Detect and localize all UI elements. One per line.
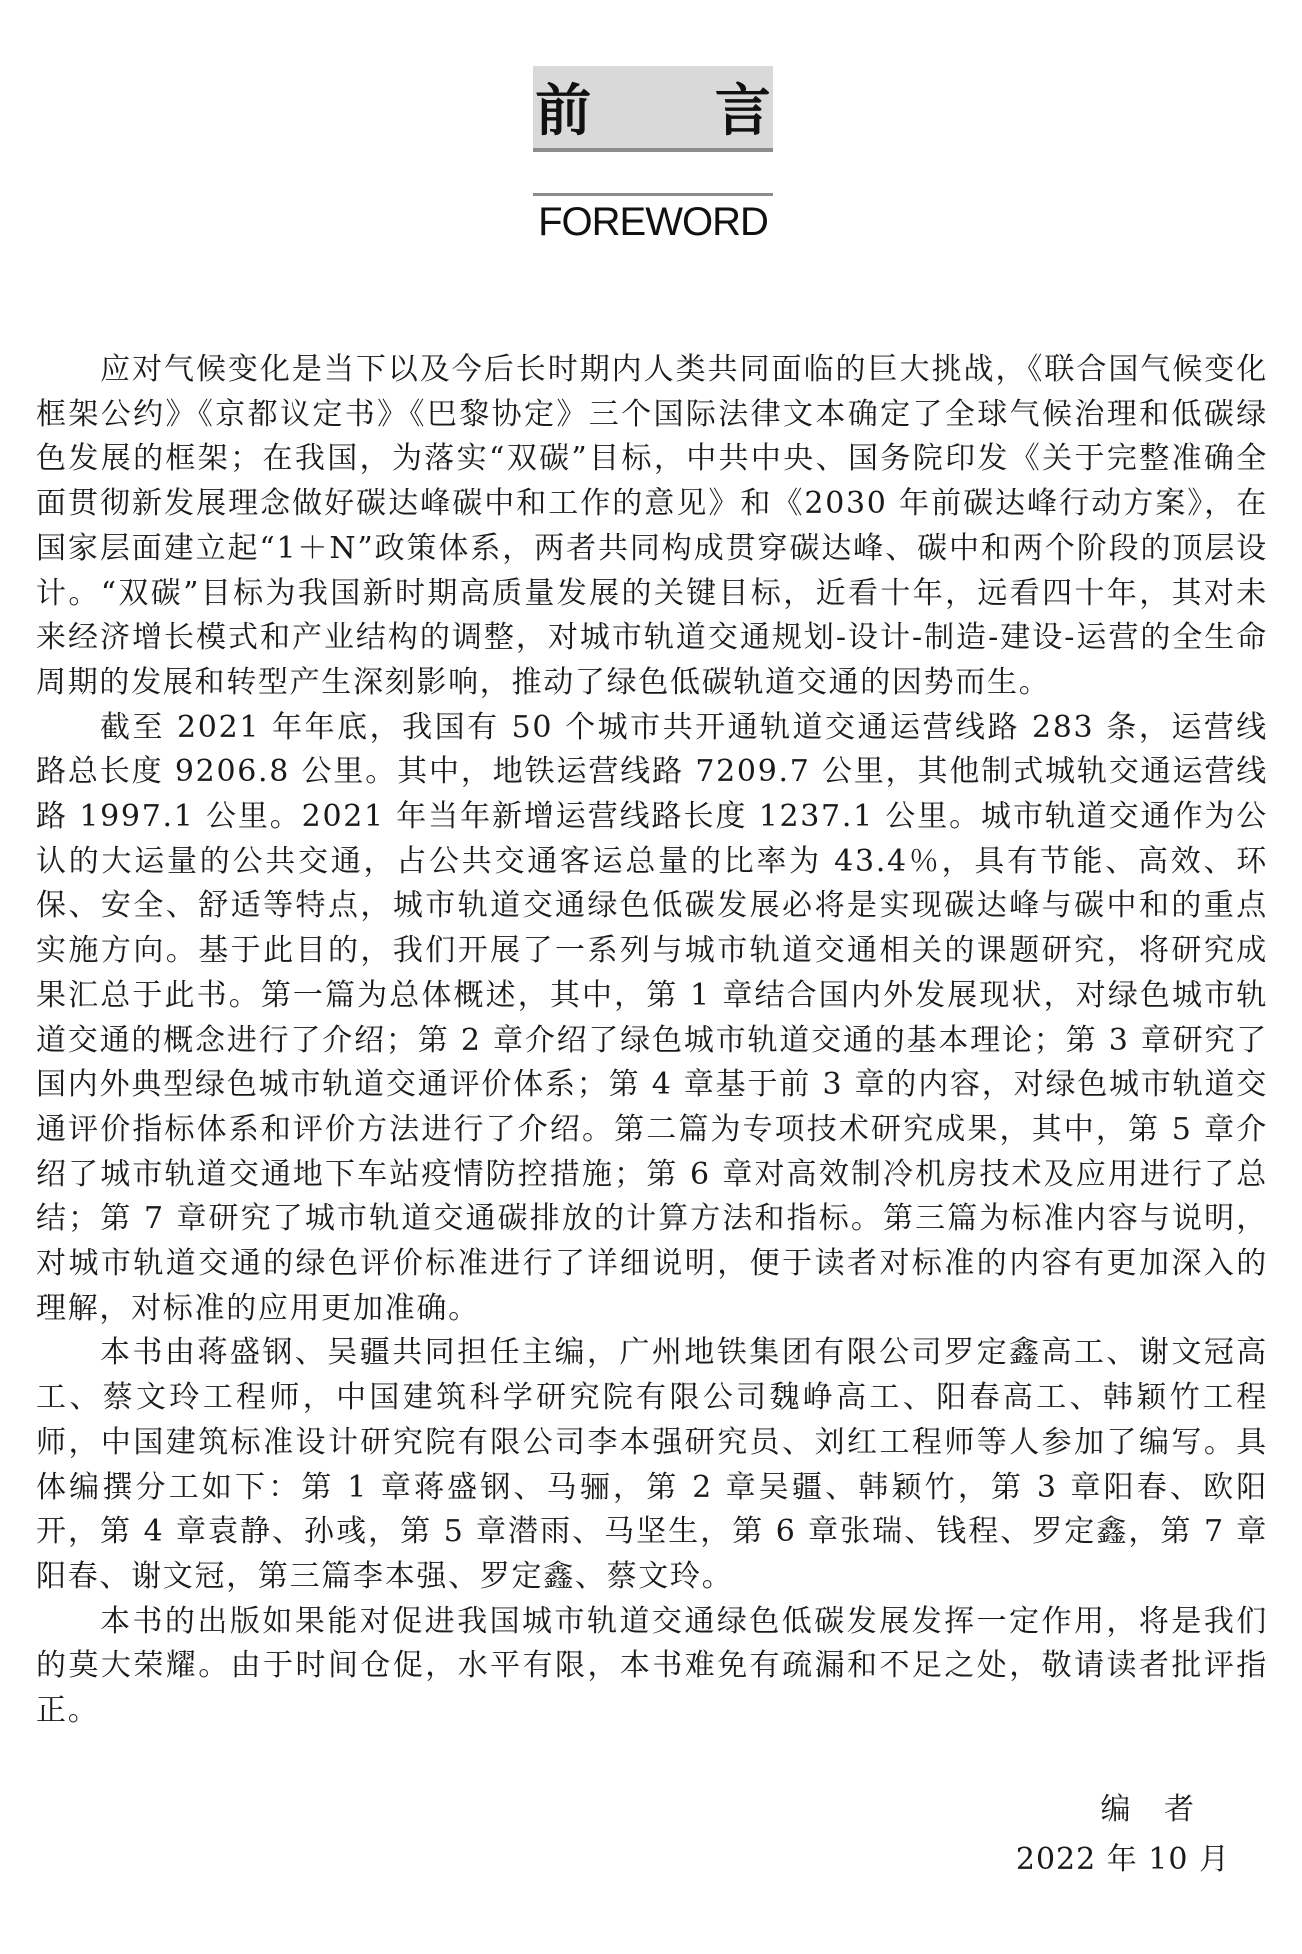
title-divider [533, 193, 773, 196]
page-title: 前 言 [535, 79, 823, 144]
paragraph-3: 本书由蒋盛钢、吴疆共同担任主编，广州地铁集团有限公司罗定鑫高工、谢文冠高工、蔡文玲工程师，中国建筑科学研究院有限公司魏峥高工、阳春高工、韩颖竹工程师，中国建筑标准设计研究院有限公司李本强研究员、刘红工程师等人参加了编写。具体编撰分工如下：第 1 章蒋盛钢、马骊，第 2 章吴疆、韩颖竹，第 3 章阳春、欧阳开，第 4 章袁静、孙彧，第 5 章潜雨、马坚生，第 6 章张瑞、钱程、罗定鑫，第 7 章阳春、谢文冠，第三篇李本强、罗定鑫、蔡文玲。 [36, 1335, 1268, 1594]
paragraph-1: 应对气候变化是当下以及今后长时期内人类共同面临的巨大挑战，《联合国气候变化框架公约》《京都议定书》《巴黎协定》三个国际法律文本确定了全球气候治理和低碳绿色发展的框架；在我国，为落实“双碳”目标，中共中央、国务院印发《关于完整准确全面贯彻新发展理念做好碳达峰碳中和工作的意见》和《2030 年前碳达峰行动方案》，在国家层面建立起“1＋N”政策体系，两者共同构成贯穿碳达峰、碳中和两个阶段的顶层设计。“双碳”目标为我国新时期高质量发展的关键目标，近看十年，远看四十年，其对未来经济增长模式和产业结构的调整，对城市轨道交通规划-设计-制造-建设-运营的全生命周期的发展和转型产生深刻影响，推动了绿色低碳轨道交通的因势而生。 [36, 352, 1268, 700]
signature-date: 2022 年 10 月 [1015, 1842, 1230, 1877]
page-subtitle: FOREWORD [538, 200, 768, 244]
signature-block [1016, 1785, 1230, 1885]
paragraph-2: 截至 2021 年年底，我国有 50 个城市共开通轨道交通运营线路 283 条，运营线路总长度 9206.8 公里。其中，地铁运营线路 7209.7 公里，其他制式城轨交通运营线路 1997.1 公里。2021 年当年新增运营线路长度 1237.1 公里。城市轨道交通作为公认的大运量的公共交通，占公共交通客运总量的比率为 43.4％，具有节能、高效、环保、安全、舒适等特点，城市轨道交通绿色低碳发展必将是实现碳达峰与碳中和的重点实施方向。基于此目的，我们开展了一系列与城市轨道交通相关的课题研究，将研究成果汇总于此书。第一篇为总体概述，其中，第 1 章结合国内外发展现状，对绿色城市轨道交通的概念进行了介绍；第 2 章介绍了绿色城市轨道交通的基本理论；第 3 章研究了国内外典型绿色城市轨道交通评价体系；第 4 章基于前 3 章的内容，对绿色城市轨道交通评价指标体系和评价方法进行了介绍。第二篇为专项技术研究成果，其中，第 5 章介绍了城市轨道交通地下车站疫情防控措施；第 6 章对高效制冷机房技术及应用进行了总结；第 7 章研究了城市轨道交通碳排放的计算方法和指标。第三篇为标准内容与说明，对城市轨道交通的绿色评价标准进行了详细说明，便于读者对标准的内容有更加深入的理解，对标准的应用更加准确。 [36, 709, 1268, 1326]
signature-editor: 编 者 [1100, 1792, 1206, 1827]
foreword-heading [533, 66, 823, 245]
paragraph-4: 本书的出版如果能对促进我国城市轨道交通绿色低碳发展发挥一定作用，将是我们的莫大荣耀。由于时间仓促，水平有限，本书难免有疏漏和不足之处，敬请读者批评指正。 [36, 1603, 1268, 1729]
foreword-body [36, 348, 1268, 1734]
title-box [533, 66, 823, 152]
